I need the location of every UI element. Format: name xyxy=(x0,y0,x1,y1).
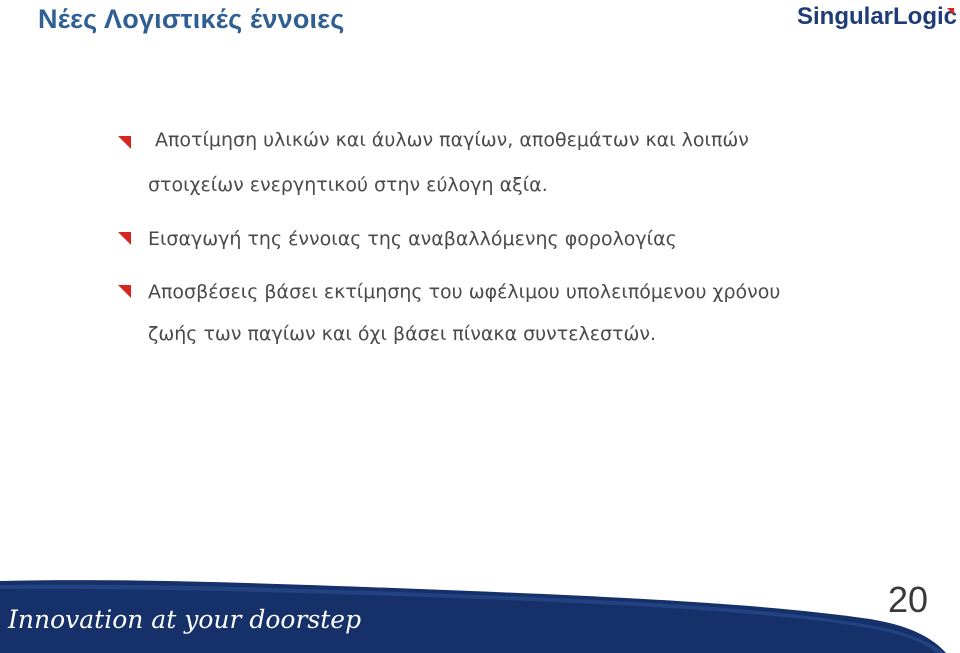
bullet-3-line-2: ζωής των παγίων και όχι βάσει πίνακα συντελεστών. xyxy=(148,323,657,345)
bullet-2-line-1: Εισαγωγή της έννοιας της αναβαλλόμενης φορολογίας xyxy=(148,228,677,250)
bullet-3-line-1: Αποσβέσεις βάσει εκτίμησης του ωφέλιμου υπολειπόμενου χρόνου xyxy=(148,281,781,303)
slide-title: Νέες Λογιστικές έννοιες xyxy=(38,4,345,34)
footer-tagline: Innovation at your doorstep xyxy=(8,605,362,634)
bullet-1-line-2: στοιχείων ενεργητικού στην εύλογη αξία. xyxy=(148,174,548,196)
bullet-marker-icon xyxy=(118,285,131,298)
logo-part-2: Logic xyxy=(893,3,958,30)
bullet-marker-icon xyxy=(118,232,131,245)
bullet-marker-icon xyxy=(118,136,131,149)
logo-part-1: Singular xyxy=(797,3,894,30)
bullet-1-line-1: Αποτίμηση υλικών και άυλων παγίων, αποθεμάτων και λοιπών xyxy=(155,129,749,151)
page-number: 20 xyxy=(888,579,929,620)
